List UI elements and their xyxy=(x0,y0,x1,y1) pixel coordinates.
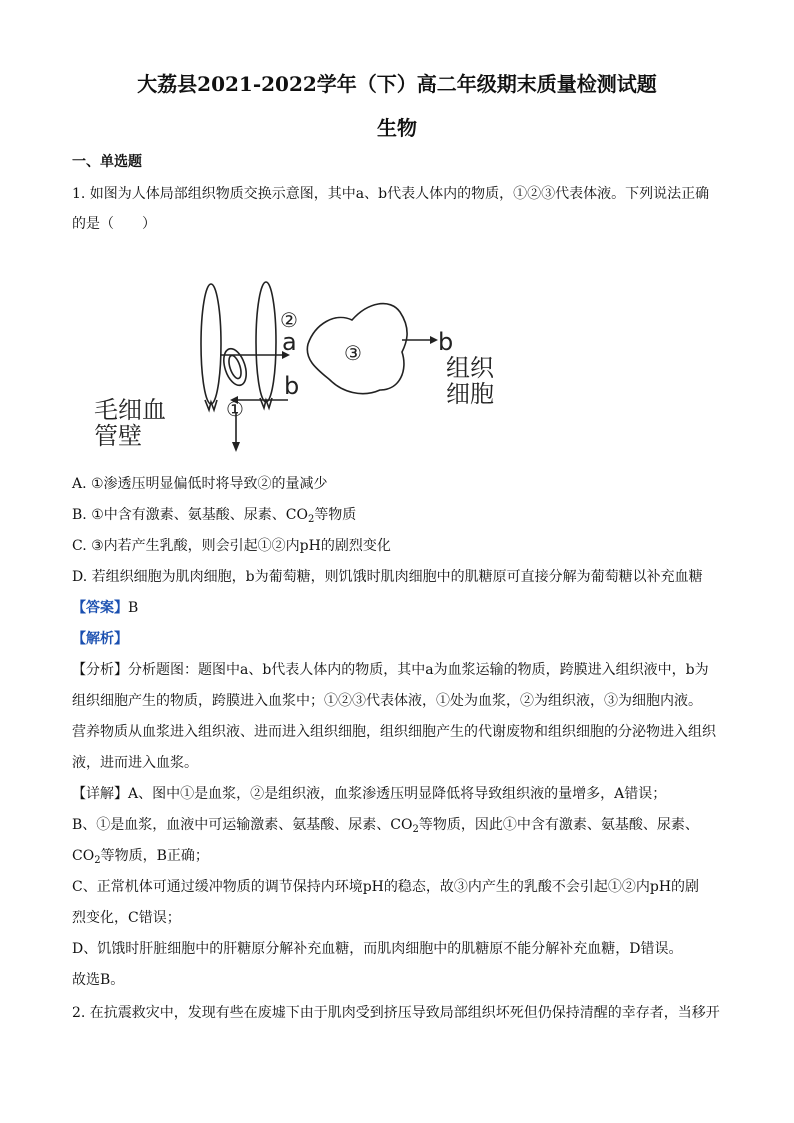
q1-xiangjie-line6: D、饥饿时肝脏细胞中的肝糖原分解补充血糖，而肌肉细胞中的肌糖原不能分解补充血糖，D错误。 xyxy=(72,941,683,957)
subject-title: 生物 xyxy=(377,116,417,140)
label-a: a xyxy=(282,328,297,356)
blood-cell xyxy=(220,346,251,388)
q1-stem-line2: 的是（ ） xyxy=(72,216,156,232)
exam-title: 大荔县2021-2022学年（下）高二年级期末质量检测试题 xyxy=(137,72,657,96)
label-circle-2: ② xyxy=(280,308,298,332)
capillary-wall-left xyxy=(201,284,221,404)
label-capillary-1: 毛细血 xyxy=(94,396,166,424)
q1-xiangjie-line1: 【详解】A、图中①是血浆，②是组织液，血浆渗透压明显降低将导致组织液的量增多，A错误； xyxy=(72,786,667,802)
q1-answer: 【答案】B xyxy=(72,600,139,616)
label-tissue-2: 细胞 xyxy=(446,380,494,408)
label-circle-3: ③ xyxy=(344,341,362,365)
q1-fenxi-line4: 液，进而进入血浆。 xyxy=(72,755,198,771)
q1-figure xyxy=(90,272,510,462)
q1-stem-line1: 1. 如图为人体局部组织物质交换示意图，其中a、b代表人体内的物质，①②③代表体液。下列说法正确 xyxy=(72,186,710,202)
q2-stem-line1: 2. 在抗震救灾中，发现有些在废墟下由于肌肉受到挤压导致局部组织坏死但仍保持清醒的幸存者，当移开 xyxy=(72,1005,720,1021)
q1-xiangjie-line2: B、①是血浆，血液中可运输激素、氨基酸、尿素、$CO_2$等物质，因此①中含有激素、氨基酸、尿素、 xyxy=(72,817,699,835)
q1-option-d: D. 若组织细胞为肌肉细胞，b为葡萄糖，则饥饿时肌肉细胞中的肌糖原可直接分解为葡萄糖以补充血糖 xyxy=(72,569,703,585)
q1-fenxi-line2: 组织细胞产生的物质，跨膜进入血浆中；①②③代表体液，①处为血浆，②为组织液，③为细胞内液。 xyxy=(72,693,702,709)
label-tissue-1: 组织 xyxy=(446,354,494,382)
q1-xiangjie-line4: C、正常机体可通过缓冲物质的调节保持内环境pH的稳态，故③内产生的乳酸不会引起①②内pH的剧 xyxy=(72,879,700,895)
label-b-right: b xyxy=(438,328,454,356)
section-heading: 一、单选题 xyxy=(72,154,142,170)
q1-analysis-tag: 【解析】 xyxy=(72,631,128,647)
q1-option-c: C. ③内若产生乳酸，则会引起①②内pH的剧烈变化 xyxy=(72,538,391,554)
q1-option-a: A. ①渗透压明显偏低时将导致②的量减少 xyxy=(72,476,328,492)
q1-xiangjie-line7: 故选B。 xyxy=(72,972,125,988)
q1-option-b: B. ①中含有激素、氨基酸、尿素、$CO_2$等物质 xyxy=(72,507,357,525)
label-circle-1: ① xyxy=(226,397,244,421)
label-capillary-2: 管壁 xyxy=(94,422,142,450)
q1-fenxi-line3: 营养物质从血浆进入组织液、进而进入组织细胞，组织细胞产生的代谢废物和组织细胞的分泌物进入组织 xyxy=(72,724,716,740)
capillary-wall-right xyxy=(256,282,276,402)
label-b-left: b xyxy=(284,372,300,400)
q1-fenxi-line1: 【分析】分析题图：题图中a、b代表人体内的物质，其中a为血浆运输的物质，跨膜进入组织液中，b为 xyxy=(72,662,709,678)
q1-xiangjie-line3: $CO_2$等物质，B正确； xyxy=(72,848,209,866)
capillary-wall-left-foot xyxy=(205,400,217,410)
q1-xiangjie-line5: 烈变化，C错误； xyxy=(72,910,181,926)
